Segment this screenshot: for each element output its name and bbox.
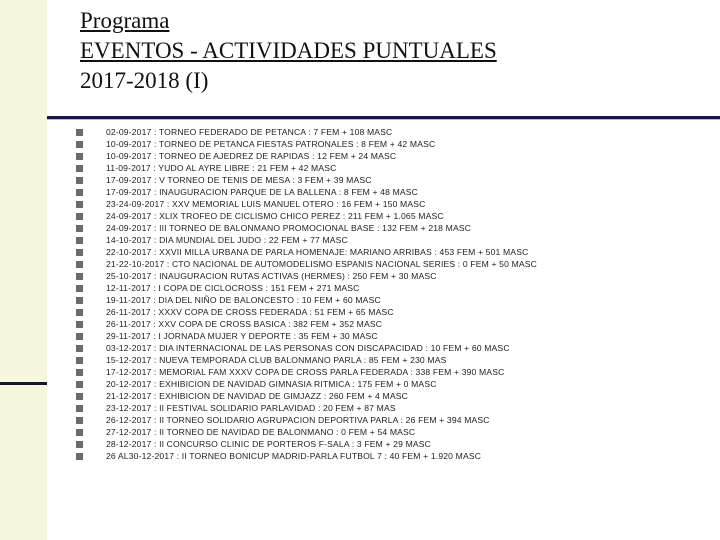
event-item	[76, 342, 537, 354]
event-item	[76, 270, 537, 282]
square-bullet-icon	[76, 141, 83, 148]
event-text: 21-12-2017 : EXHIBICION DE NAVIDAD DE GIMJAZZ : 260 FEM + 4 MASC	[106, 391, 408, 401]
square-bullet-icon	[76, 381, 83, 388]
event-text: 24-09-2017 : XLIX TROFEO DE CICLISMO CHICO PEREZ : 211 FEM + 1.065 MASC	[106, 211, 444, 221]
event-text: 02-09-2017 : TORNEO FEDERADO DE PETANCA : 7 FEM + 108 MASC	[106, 127, 393, 137]
square-bullet-icon	[76, 225, 83, 232]
title-line-season: 2017-2018 (I)	[80, 68, 209, 93]
event-item	[76, 330, 537, 342]
title-line-eventos: EVENTOS - ACTIVIDADES PUNTUALES	[80, 38, 497, 63]
left-accent-divider	[0, 382, 47, 385]
event-item	[76, 426, 537, 438]
title-line-programa: Programa	[80, 8, 170, 33]
event-item	[76, 378, 537, 390]
event-text: 21-22-10-2017 : CTO NACIONAL DE AUTOMODELISMO ESPANIS NACIONAL SERIES : 0 FEM + 50 MASC	[106, 259, 538, 269]
square-bullet-icon	[76, 177, 83, 184]
event-item	[76, 222, 537, 234]
event-text: 26 AL30-12-2017 : II TORNEO BONICUP MADRID-PARLA FUTBOL 7 : 40 FEM + 1.920 MASC	[106, 451, 482, 461]
square-bullet-icon	[76, 261, 83, 268]
event-item	[76, 234, 537, 246]
event-text: 03-12-2017 : DIA INTERNACIONAL DE LAS PERSONAS CON DISCAPACIDAD : 10 FEM + 60 MASC	[106, 343, 510, 353]
square-bullet-icon	[76, 369, 83, 376]
square-bullet-icon	[76, 153, 83, 160]
event-text: 22-10-2017 : XXVII MILLA URBANA DE PARLA HOMENAJE: MARIANO ARRIBAS : 453 FEM + 501 MASC	[106, 247, 529, 257]
event-text: 11-09-2017 : YUDO AL AYRE LIBRE : 21 FEM + 42 MASC	[106, 163, 337, 173]
square-bullet-icon	[76, 237, 83, 244]
event-item	[76, 402, 537, 414]
event-text: 23-12-2017 : II FESTIVAL SOLIDARIO PARLAVIDAD : 20 FEM + 87 MAS	[106, 403, 396, 413]
event-item	[76, 150, 537, 162]
event-item	[76, 294, 537, 306]
event-item	[76, 366, 537, 378]
event-text: 25-10-2017 : INAUGURACION RUTAS ACTIVAS (HERMES) : 250 FEM + 30 MASC	[106, 271, 437, 281]
event-text: 26-11-2017 : XXV COPA DE CROSS BASICA : 382 FEM + 352 MASC	[106, 319, 383, 329]
event-text: 24-09-2017 : III TORNEO DE BALONMANO PROMOCIONAL BASE : 132 FEM + 218 MASC	[106, 223, 472, 233]
square-bullet-icon	[76, 405, 83, 412]
square-bullet-icon	[76, 429, 83, 436]
event-text: 29-11-2017 : I JORNADA MUJER Y DEPORTE : 35 FEM + 30 MASC	[106, 331, 378, 341]
event-list	[76, 126, 537, 462]
event-text: 28-12-2017 : II CONCURSO CLINIC DE PORTEROS F-SALA : 3 FEM + 29 MASC	[106, 439, 431, 449]
square-bullet-icon	[76, 201, 83, 208]
square-bullet-icon	[76, 213, 83, 220]
event-item	[76, 126, 537, 138]
event-text: 26-11-2017 : XXXV COPA DE CROSS FEDERADA : 51 FEM + 65 MASC	[106, 307, 394, 317]
square-bullet-icon	[76, 453, 83, 460]
event-text: 20-12-2017 : EXHIBICION DE NAVIDAD GIMNASIA RITMICA : 175 FEM + 0 MASC	[106, 379, 437, 389]
square-bullet-icon	[76, 189, 83, 196]
event-item	[76, 414, 537, 426]
event-text: 17-12-2017 : MEMORIAL FAM XXXV COPA DE CROSS PARLA FEDERADA : 338 FEM + 390 MASC	[106, 367, 505, 377]
event-text: 23-24-09-2017 : XXV MEMORIAL LUIS MANUEL OTERO : 16 FEM + 150 MASC	[106, 199, 426, 209]
square-bullet-icon	[76, 273, 83, 280]
event-item	[76, 174, 537, 186]
square-bullet-icon	[76, 309, 83, 316]
event-text: 17-09-2017 : INAUGURACION PARQUE DE LA BALLENA : 8 FEM + 48 MASC	[106, 187, 419, 197]
event-item	[76, 354, 537, 366]
event-item	[76, 138, 537, 150]
event-text: 12-11-2017 : I COPA DE CICLOCROSS : 151 FEM + 271 MASC	[106, 283, 360, 293]
event-item	[76, 450, 537, 462]
slide-title	[80, 6, 497, 96]
event-item	[76, 246, 537, 258]
event-item	[76, 438, 537, 450]
square-bullet-icon	[76, 417, 83, 424]
event-item	[76, 390, 537, 402]
event-text: 17-09-2017 : V TORNEO DE TENIS DE MESA : 3 FEM + 39 MASC	[106, 175, 372, 185]
event-item	[76, 210, 537, 222]
event-text: 26-12-2017 : II TORNEO SOLIDARIO AGRUPACION DEPORTIVA PARLA : 26 FEM + 394 MASC	[106, 415, 490, 425]
event-text: 14-10-2017 : DIA MUNDIAL DEL JUDO : 22 FEM + 77 MASC	[106, 235, 348, 245]
square-bullet-icon	[76, 441, 83, 448]
square-bullet-icon	[76, 345, 83, 352]
event-text: 10-09-2017 : TORNEO DE AJEDREZ DE RAPIDAS : 12 FEM + 24 MASC	[106, 151, 397, 161]
square-bullet-icon	[76, 285, 83, 292]
square-bullet-icon	[76, 321, 83, 328]
event-item	[76, 306, 537, 318]
square-bullet-icon	[76, 333, 83, 340]
event-text: 10-09-2017 : TORNEO DE PETANCA FIESTAS PATRONALES : 8 FEM + 42 MASC	[106, 139, 436, 149]
event-text: 19-11-2017 : DIA DEL NIÑO DE BALONCESTO : 10 FEM + 60 MASC	[106, 295, 381, 305]
event-item	[76, 318, 537, 330]
event-item	[76, 162, 537, 174]
title-divider-shadow	[47, 119, 720, 120]
square-bullet-icon	[76, 165, 83, 172]
square-bullet-icon	[76, 393, 83, 400]
event-text: 15-12-2017 : NUEVA TEMPORADA CLUB BALONMANO PARLA : 85 FEM + 230 MAS	[106, 355, 447, 365]
square-bullet-icon	[76, 129, 83, 136]
left-accent-bar	[0, 0, 47, 540]
event-text: 27-12-2017 : II TORNEO DE NAVIDAD DE BALONMANO : 0 FEM + 54 MASC	[106, 427, 416, 437]
event-item	[76, 186, 537, 198]
square-bullet-icon	[76, 357, 83, 364]
square-bullet-icon	[76, 249, 83, 256]
square-bullet-icon	[76, 297, 83, 304]
event-item	[76, 258, 537, 270]
event-item	[76, 282, 537, 294]
event-item	[76, 198, 537, 210]
